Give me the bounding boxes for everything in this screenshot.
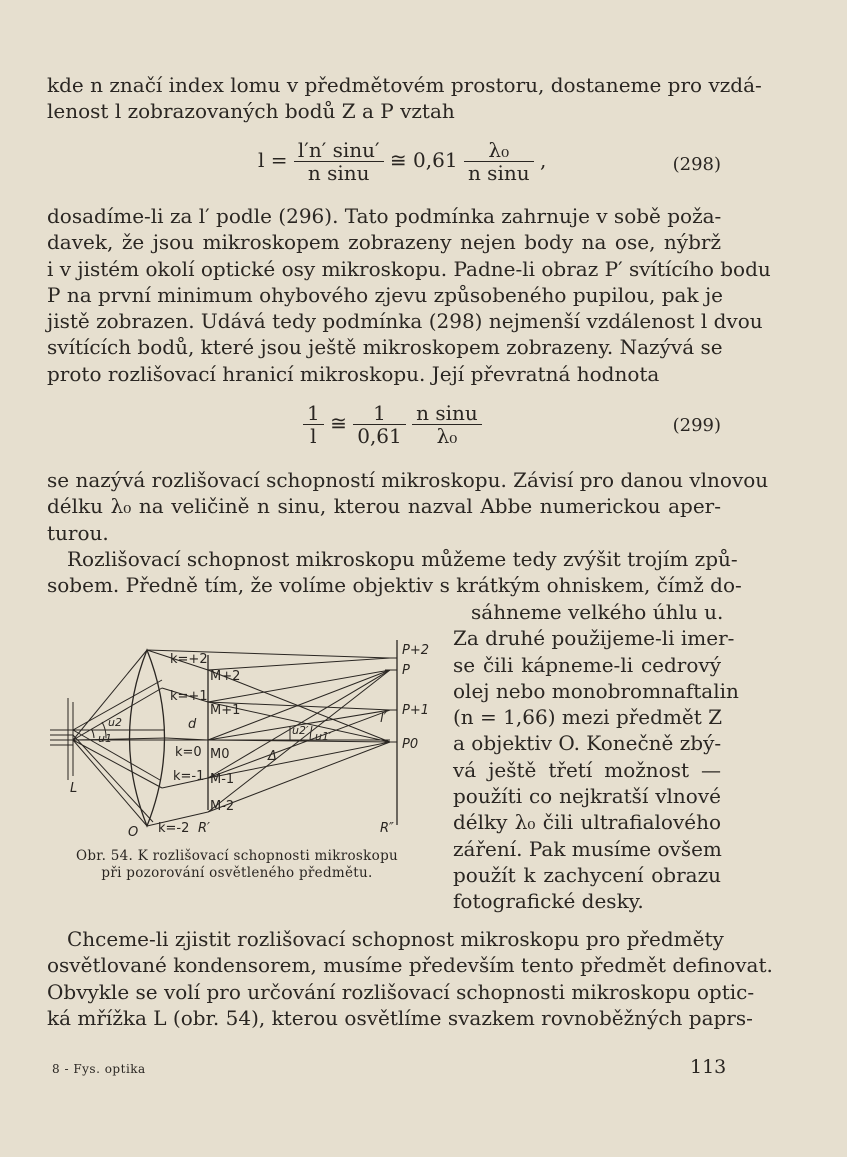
text-line: ká mřížka L (obr. 54), kterou osvětlíme svazkem rovnoběžných paprs- (47, 1005, 753, 1030)
label-P-plus-2: P+2 (402, 643, 430, 658)
text-line: Obvykle se volí pro určování rozlišovací schopnosti mikroskopu optic- (47, 979, 755, 1004)
label-k-plus-2: k=+2 (170, 652, 208, 667)
text-line: se nazývá rozlišovací schopností mikroskopu. Závisí pro danou vlnovou (47, 468, 769, 492)
text-line: olej nebo monobromnaftalin (453, 678, 739, 703)
paragraph-condenser (47, 926, 773, 1031)
eq-trail: , (539, 148, 547, 172)
eq-numerator: 1 (303, 402, 324, 425)
paragraph-resolving-power (47, 467, 769, 546)
label-m-minus-2: M-2 (210, 799, 235, 814)
paragraph-intro (47, 72, 762, 125)
text-line: davek, že jsou mikroskopem zobrazeny nejen body na ose, nýbrž (47, 230, 721, 255)
label-L: L (70, 781, 78, 796)
eq-denominator: λ₀ (436, 424, 458, 448)
label-u1: u1 (98, 732, 112, 745)
paragraph-three-ways (47, 546, 742, 599)
eq-denominator: l (310, 424, 317, 448)
paragraph-condition (47, 203, 771, 387)
text-line: turou. (47, 520, 109, 545)
eq-fraction (303, 402, 324, 447)
text-line: použíti co nejkratší vlnové (453, 784, 721, 809)
label-k-minus-1: k=-1 (173, 769, 205, 784)
incident-beam (50, 730, 73, 745)
eq-numerator: 1 (353, 402, 406, 425)
text-line: Chceme-li zjistit rozlišovací schopnost mikroskopu pro předměty (67, 927, 724, 951)
label-k-zero: k=0 (175, 745, 202, 760)
text-line: se čili kápneme-li cedrový (453, 652, 721, 677)
label-m-minus-1: M-1 (210, 772, 235, 787)
label-P: P (402, 663, 410, 678)
label-u2: u2 (108, 716, 122, 729)
label-delta: Δ (268, 749, 277, 764)
footer-signature: 8 - Fys. optika (52, 1062, 146, 1076)
text-line: sáhneme velkého úhlu u. (471, 600, 724, 624)
label-l-prime: l′ (380, 711, 387, 726)
eq-lhs: l = (258, 148, 288, 172)
text-line: i v jistém okolí optické osy mikroskopu. Padne-li obraz P′ svítícího bodu (47, 256, 771, 281)
text-line: Rozlišovací schopnost mikroskopu můžeme tedy zvýšit trojím způ- (67, 547, 738, 571)
page-number: 113 (690, 1056, 727, 1078)
label-k-minus-2: k=-2 (158, 821, 190, 836)
text-line: záření. Pak musíme ovšem (453, 836, 722, 861)
label-u2-prime: u2′ (292, 724, 309, 737)
label-P0: P0 (402, 737, 419, 752)
angle-arc-u-prime (310, 726, 312, 740)
text-line: použít k zachycení obrazu (453, 862, 721, 887)
equation-299 (303, 402, 482, 447)
caption-line: při pozorování osvětleného předmětu. (101, 865, 373, 881)
figure-microscope-resolution (40, 630, 440, 845)
label-m-plus-1: M+1 (210, 703, 241, 718)
label-P-plus-1: P+1 (402, 703, 430, 718)
text-line: svítících bodů, které jsou ještě mikroskopem zobrazeny. Nazývá se (47, 335, 723, 360)
text-line: (n = 1,66) mezi předmět Z (453, 705, 723, 730)
text-line: fotografické desky. (453, 889, 644, 914)
text-line: P na první minimum ohybového zjevu způsobeného pupilou, pak je (47, 282, 723, 307)
eq-approx: ≅ 0,61 (389, 148, 458, 172)
label-k-plus-1: k=+1 (170, 689, 208, 704)
text-line: proto rozlišovací hranicí mikroskopu. Její převratná hodnota (47, 361, 660, 386)
eq-fraction (412, 402, 482, 447)
eq-fraction (353, 402, 406, 447)
eq-numerator: l′n′ sinu′ (294, 139, 384, 162)
label-d: d (188, 717, 197, 732)
label-O: O (128, 825, 139, 840)
label-m-plus-2: M+2 (210, 669, 241, 684)
text-line: a objektiv O. Konečně zbý- (453, 731, 722, 756)
eq-denominator: 0,61 (357, 424, 402, 448)
text-line: dosadíme-li za l′ podle (296). Tato podmínka zahrnuje v sobě poža- (47, 204, 722, 228)
label-R-prime: R′ (198, 821, 210, 836)
text-line: Za druhé použijeme-li imer- (453, 626, 735, 651)
text-line: vá ještě třetí možnost — (453, 757, 721, 782)
text-line: lenost l zobrazovaných bodů Z a P vztah (47, 99, 455, 124)
equation-298 (258, 139, 546, 184)
text-line: kde n značí index lomu v předmětovém prostoru, dostaneme pro vzdá- (47, 73, 762, 97)
eq-numerator: λ₀ (464, 139, 534, 162)
eq-denominator: n sinu (307, 161, 370, 185)
equation-number-299: (299) (672, 415, 721, 436)
side-text-column (453, 599, 739, 915)
text-line: jistě zobrazen. Udává tedy podmínka (298) nejmenší vzdálenost l dvou (47, 309, 763, 334)
eq-numerator: n sinu (412, 402, 482, 425)
eq-denominator: n sinu (467, 161, 530, 185)
label-m-zero: M0 (210, 747, 230, 762)
figure-caption (47, 848, 427, 882)
text-line: délky λ₀ čili ultrafialového (453, 810, 721, 835)
eq-fraction (294, 139, 384, 184)
text-line: délku λ₀ na veličině n sinu, kterou nazval Abbe numerickou aper- (47, 494, 721, 519)
text-line: osvětlované kondensorem, musíme především tento předmět definovat. (47, 953, 773, 978)
label-u1-prime: u1′ (315, 730, 332, 743)
equation-number-298: (298) (672, 154, 721, 175)
eq-fraction (464, 139, 534, 184)
text-line: sobem. Předně tím, že volíme objektiv s krátkým ohniskem, čímž do- (47, 573, 742, 598)
eq-approx: ≅ (330, 411, 347, 435)
caption-line: Obr. 54. K rozlišovací schopnosti mikroskopu (75, 848, 399, 864)
angle-arc-u1 (92, 730, 94, 738)
label-R-double-prime: R″ (380, 821, 394, 836)
